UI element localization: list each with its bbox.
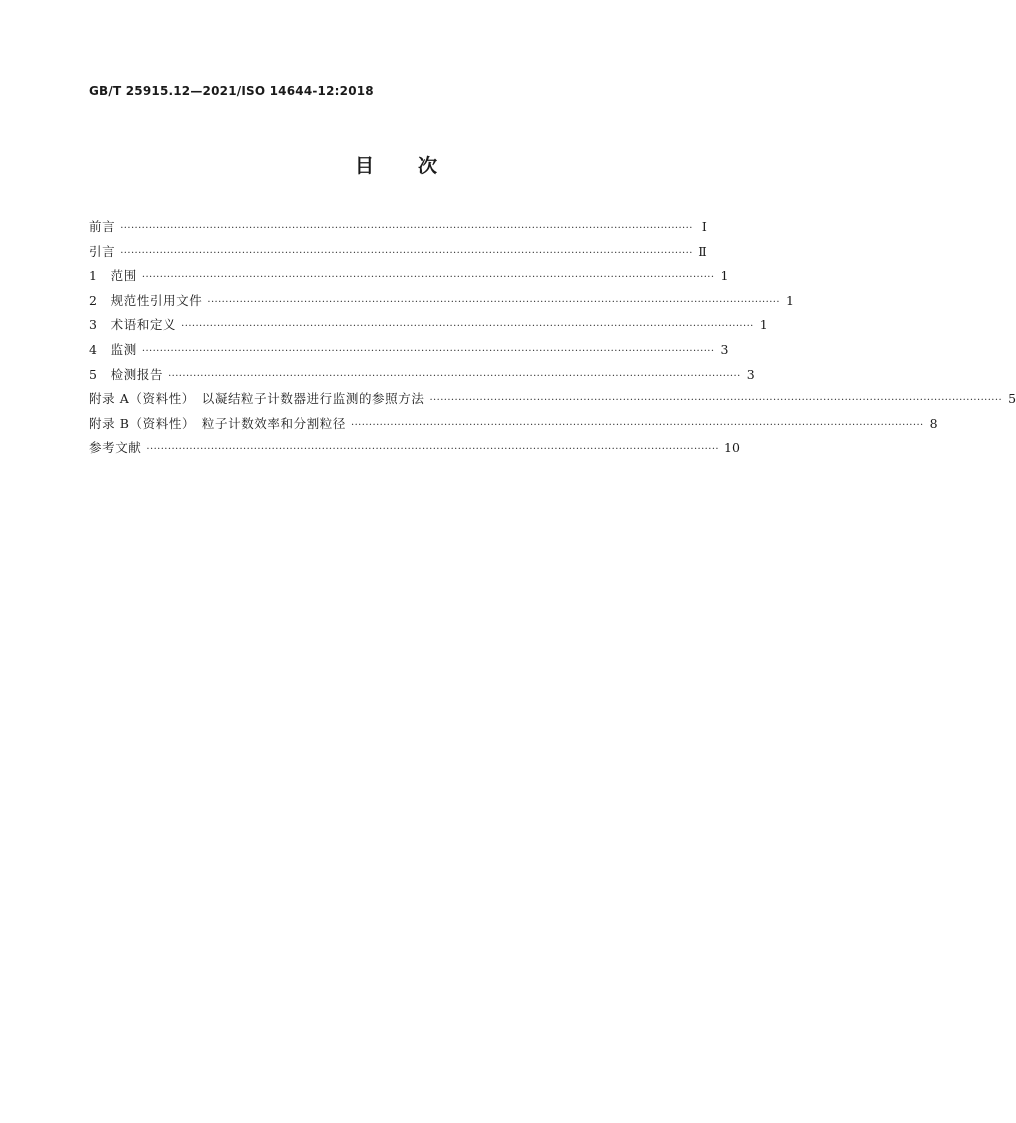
toc-dot-leader: ································································································································································ xyxy=(351,419,924,431)
toc-entry-label: 附录 B（资料性） 粒子计数效率和分割粒径 xyxy=(89,415,347,431)
toc-entry-label: 2 规范性引用文件 xyxy=(89,292,203,308)
toc-page-number: 3 xyxy=(746,366,755,382)
toc-dot-leader: ································································································································································ xyxy=(141,345,715,357)
page-title: 目 次 xyxy=(354,155,439,177)
toc-entry-terms-definitions[interactable] xyxy=(89,313,768,338)
toc-entry-normative-references[interactable] xyxy=(89,289,794,314)
toc-page-number: 1 xyxy=(720,268,729,284)
toc-entry-label: 3 术语和定义 xyxy=(89,317,177,333)
toc-dot-leader: ································································································································································ xyxy=(120,223,693,234)
toc-dot-leader: ································································································································································ xyxy=(120,247,693,259)
toc-entry-annex-a[interactable] xyxy=(89,387,1016,412)
toc-page-number: Ⅰ xyxy=(701,219,707,234)
toc-entry-label: 参考文献 xyxy=(89,440,142,456)
toc-page-number: Ⅱ xyxy=(698,243,707,259)
standard-code: GB/T 25915.12—2021/ISO 14644-12:2018 xyxy=(89,84,374,98)
toc-page-number: 3 xyxy=(720,341,729,357)
toc-dot-leader: ································································································································································ xyxy=(207,296,780,308)
toc-entry-label: 4 监测 xyxy=(89,341,137,357)
toc-dot-leader: ································································································································································ xyxy=(146,444,719,456)
toc-entry-test-report[interactable] xyxy=(89,363,755,388)
toc-entry-introduction[interactable] xyxy=(89,240,705,265)
toc-page-number: 10 xyxy=(724,440,740,456)
toc-page-number: 8 xyxy=(929,415,938,431)
toc-page-number: 1 xyxy=(786,292,794,308)
toc-dot-leader: ································································································································································ xyxy=(168,370,741,382)
toc-page-number: 1 xyxy=(759,317,768,333)
toc-entry-label: 引言 xyxy=(89,243,116,259)
toc-entry-foreword[interactable] xyxy=(89,215,705,240)
toc-dot-leader: ································································································································································ xyxy=(429,395,1003,407)
toc-entry-bibliography[interactable] xyxy=(89,436,740,461)
table-of-contents xyxy=(89,215,1016,461)
toc-entry-label: 前言 xyxy=(89,219,116,234)
toc-entry-label: 1 范围 xyxy=(89,268,137,284)
toc-entry-scope[interactable] xyxy=(89,264,729,289)
toc-dot-leader: ································································································································································ xyxy=(141,272,715,284)
toc-dot-leader: ································································································································································ xyxy=(181,321,754,333)
toc-entry-label: 5 检测报告 xyxy=(89,366,164,382)
toc-page-number: 5 xyxy=(1008,391,1016,407)
toc-entry-monitoring[interactable] xyxy=(89,338,729,363)
toc-entry-annex-b[interactable] xyxy=(89,412,938,437)
toc-entry-label: 附录 A（资料性） 以凝结粒子计数器进行监测的参照方法 xyxy=(89,391,425,407)
